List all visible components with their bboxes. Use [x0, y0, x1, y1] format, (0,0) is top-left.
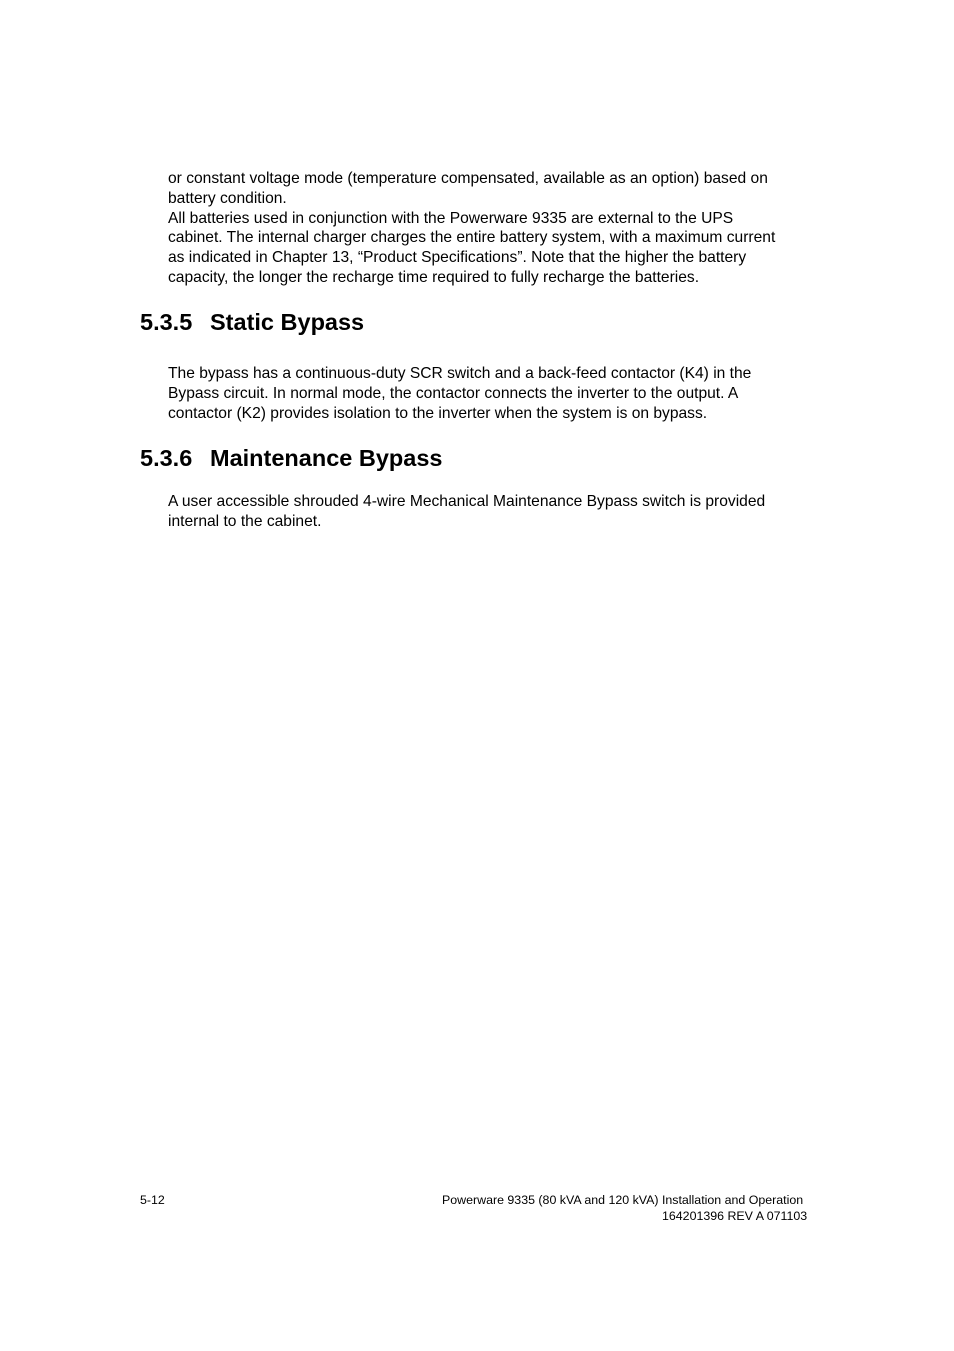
- footer-document-title: Powerware 9335 (80 kVA and 120 kVA) Installation and Operation: [442, 1193, 804, 1207]
- section-title: Static Bypass: [210, 309, 365, 335]
- static-bypass-paragraph: [168, 364, 858, 423]
- footer-page-number: 5-12: [140, 1193, 165, 1207]
- section-number: 5.3.6: [140, 445, 193, 471]
- section-title: Maintenance Bypass: [210, 445, 443, 471]
- intro-line: as indicated in Chapter 13, “Product Specifications”. Note that the higher the battery: [168, 249, 747, 267]
- section-number: 5.3.5: [140, 309, 193, 335]
- paragraph-line: internal to the cabinet.: [168, 512, 322, 530]
- intro-line: battery condition.: [168, 189, 287, 207]
- footer-document-revision: 164201396 REV A 071103: [662, 1209, 808, 1223]
- intro-line: All batteries used in conjunction with the Powerware 9335 are external to the UPS: [168, 209, 734, 227]
- paragraph-line: Bypass circuit. In normal mode, the contactor connects the inverter to the output. A: [168, 384, 739, 402]
- paragraph-line: A user accessible shrouded 4-wire Mechanical Maintenance Bypass switch is provided: [168, 493, 766, 510]
- intro-line: capacity, the longer the recharge time required to fully recharge the batteries.: [168, 268, 700, 286]
- section-heading-maintenance-bypass: [140, 444, 442, 472]
- intro-paragraph: [168, 169, 858, 288]
- paragraph-line: contactor (K2) provides isolation to the inverter when the system is on bypass.: [168, 404, 708, 422]
- paragraph-line: The bypass has a continuous-duty SCR switch and a back-feed contactor (K4) in the: [168, 365, 752, 382]
- intro-line: cabinet. The internal charger charges the entire battery system, with a maximum current: [168, 229, 776, 247]
- intro-line: or constant voltage mode (temperature compensated, available as an option) based on: [168, 170, 768, 187]
- maintenance-bypass-paragraph: [168, 492, 858, 532]
- section-heading-static-bypass: [140, 308, 364, 336]
